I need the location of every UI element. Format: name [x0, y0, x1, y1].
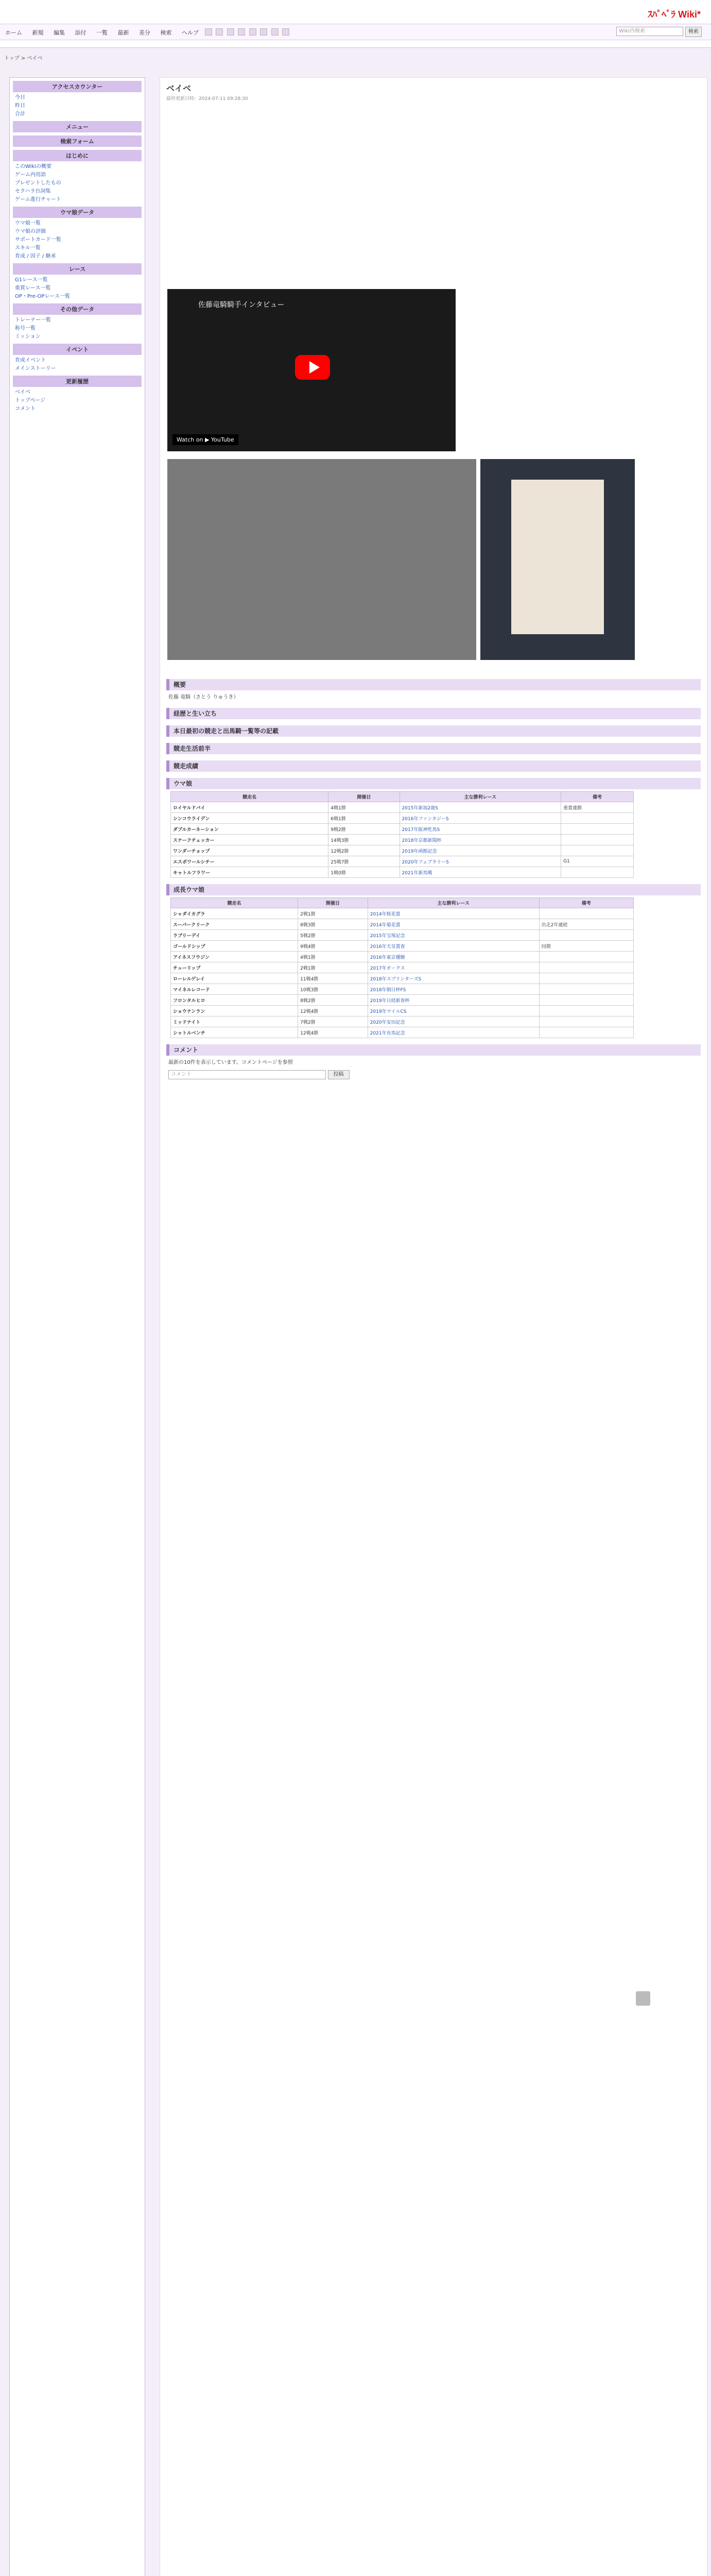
col-header: 備考: [561, 792, 634, 802]
menu-diff[interactable]: 差分: [139, 29, 150, 36]
sidebar-link[interactable]: 育成イベント: [15, 358, 46, 363]
sidebar-link[interactable]: サポートカード一覧: [15, 237, 61, 243]
toolbar-icon[interactable]: [216, 28, 223, 36]
sidebar-link[interactable]: ゲーム進行チャート: [15, 197, 61, 202]
sidebar-link[interactable]: ベイベ: [15, 389, 30, 395]
scroll-top-button[interactable]: [636, 1991, 650, 2006]
table-row: シャトルベンチ 12戦4勝 2021年有馬記念: [171, 1027, 634, 1038]
sidebar-link[interactable]: ミッション: [15, 334, 41, 340]
sidebar-link[interactable]: 育成 / 因子 / 継承: [15, 253, 56, 259]
col-header: 競走名: [171, 898, 298, 908]
sidebar-link[interactable]: G1レース一覧: [15, 277, 48, 283]
race-table-2: [170, 897, 634, 1038]
toolbar-icon[interactable]: [249, 28, 256, 36]
table-row: ローレルゲレイ 11戦4勝 2018年スプリンターズS: [171, 973, 634, 984]
table-row: スナークチェッカー 14戦3勝 2018年京都新聞杯: [171, 835, 634, 845]
main-content: [160, 77, 707, 2576]
col-header: 主な勝利レース: [368, 898, 539, 908]
toolbar-icon[interactable]: [238, 28, 245, 36]
sidebar-heading-event: イベント: [13, 344, 142, 355]
comment-input[interactable]: コメント: [168, 1070, 326, 1079]
sidebar-link[interactable]: プレゼントしたもの: [15, 180, 61, 186]
menu-search[interactable]: 検索: [160, 29, 172, 36]
col-header: 備考: [539, 898, 633, 908]
top-menu: [0, 24, 711, 40]
sidebar-link[interactable]: トップページ: [15, 398, 46, 403]
section-heading: 競走成績: [166, 760, 701, 772]
sidebar-link[interactable]: 重賞レース一覧: [15, 285, 51, 291]
sidebar-link[interactable]: このWikiの概要: [15, 164, 52, 170]
sidebar-link[interactable]: トレーナー一覧: [15, 317, 51, 323]
sidebar-link[interactable]: スキル一覧: [15, 245, 41, 251]
table-row: エスポワールシチー 25戦7勝 2020年フェブラリーS G1: [171, 856, 634, 867]
toolbar-icon[interactable]: [260, 28, 267, 36]
table-row: ワンダーチョップ 12戦2勝 2019年函館記念: [171, 845, 634, 856]
page-title: ベイベ: [166, 83, 192, 93]
sidebar-link[interactable]: ゲーム内用語: [15, 172, 46, 178]
access-row: 合計: [15, 111, 25, 117]
menu-latest[interactable]: 最新: [117, 29, 129, 36]
sidebar-link[interactable]: コメント: [15, 406, 36, 412]
table-row: ダブルカーネーション 9戦2勝 2017年阪神牝馬S: [171, 824, 634, 835]
section-heading: 概要: [166, 679, 701, 690]
race-table-1: [170, 791, 634, 878]
access-row: 今日: [15, 95, 25, 100]
menu-list[interactable]: 一覧: [96, 29, 108, 36]
table-row: ラブリーデイ 5戦2勝 2015年宝塚記念: [171, 930, 634, 941]
access-row: 昨日: [15, 103, 25, 109]
sidebar-link[interactable]: 称号一覧: [15, 326, 36, 331]
sidebar-heading-other: その他データ: [13, 303, 142, 315]
sidebar-link[interactable]: OP・Pre-OPレース一覧: [15, 294, 71, 299]
sidebar-link[interactable]: セクハラ台詞集: [15, 189, 51, 194]
menu-edit[interactable]: 編集: [54, 29, 65, 36]
comment-submit-button[interactable]: 投稿: [328, 1070, 350, 1079]
table-row: シャダイカグラ 2戦1勝 2014年桜花賞: [171, 908, 634, 919]
col-header: 開催日: [298, 898, 368, 908]
toolbar-icon[interactable]: [282, 28, 289, 36]
jockey-photo: [167, 459, 476, 660]
table-row: ショウナンラン 12戦4勝 2019年マイルCS: [171, 1006, 634, 1016]
section-heading: ウマ娘: [166, 778, 701, 789]
table-row: チューリップ 2戦1勝 2017年オークス: [171, 962, 634, 973]
table-row: フロンタルヒロ 8戦2勝 2019年日経新春杯: [171, 995, 634, 1006]
table-row: シンコウライデン 6戦1勝 2016年ファンタジーS: [171, 813, 634, 824]
sidebar-heading-search: 検索フォーム: [13, 135, 142, 147]
toolbar-icon[interactable]: [271, 28, 279, 36]
search-button[interactable]: 検索: [685, 27, 702, 37]
sidebar-heading-update: 更新履歴: [13, 376, 142, 387]
play-triangle-icon: [309, 361, 320, 374]
table-row: アイネスフウジン 4戦1勝 2016年東京優駿: [171, 952, 634, 962]
breadcrumb[interactable]: トップ > ベイベ: [4, 56, 43, 61]
sidebar-heading-access: アクセスカウンター: [13, 81, 142, 92]
col-header: 競走名: [171, 792, 328, 802]
section-heading: 経歴と生い立ち: [166, 708, 701, 719]
section-heading: コメント: [166, 1044, 701, 1056]
site-header: [0, 0, 711, 48]
menu-help[interactable]: ヘルプ: [182, 29, 199, 36]
table-row: ミッドナイト 7戦2勝 2020年安田記念: [171, 1016, 634, 1027]
sidebar-heading-menu: メニュー: [13, 121, 142, 132]
menu-home[interactable]: ホーム: [5, 29, 22, 36]
comment-notice: 最新の10件を表示しています。コメントページを参照: [168, 1060, 293, 1065]
bottle-label: [511, 480, 604, 634]
toolbar-icon[interactable]: [227, 28, 234, 36]
search-input[interactable]: Wiki内検索: [616, 27, 683, 36]
section-heading: 成長ウマ娘: [166, 884, 701, 895]
sidebar-link[interactable]: ウマ娘の評価: [15, 229, 46, 234]
toolbar-icon[interactable]: [205, 28, 212, 36]
video-title: 佐藤竜騎騎手インタビュー: [198, 301, 285, 309]
table-row: スーパークリーク 8戦3勝 2014年菊花賞 出走2年連続: [171, 919, 634, 930]
youtube-link[interactable]: Watch on ▶ YouTube: [172, 434, 238, 445]
page-date: 最終更新日時：2024-07-11 09:28:30: [166, 96, 248, 101]
sidebar-heading-horse: ウマ娘データ: [13, 207, 142, 218]
section-heading: 本日最初の競走と出馬騎一覧等の記載: [166, 725, 701, 737]
bottle-photo: [480, 459, 635, 660]
sidebar-link[interactable]: メインストーリー: [15, 366, 56, 371]
col-header: 開催日: [328, 792, 400, 802]
table-row: ゴールドシップ 9戦4勝 2016年天皇賞春 同期: [171, 941, 634, 952]
youtube-embed[interactable]: [167, 289, 456, 451]
sidebar: [9, 77, 145, 2576]
site-logo[interactable]: ｽﾊﾟﾍﾞﾗ Wiki*: [648, 9, 701, 20]
table-row: ロイヤルドバイ 4戦1勝 2015年新潟2歳S 重賞連勝: [171, 802, 634, 813]
section-heading: 競走生活前半: [166, 743, 701, 754]
col-header: 主な勝利レース: [400, 792, 561, 802]
sidebar-heading-intro: はじめに: [13, 150, 142, 161]
summary-text: 佐藤 竜騎（さとう りゅうき）: [168, 694, 239, 700]
table-row: マイネルレコード 10戦3勝 2018年朝日杯FS: [171, 984, 634, 995]
sidebar-link[interactable]: ウマ娘一覧: [15, 221, 41, 226]
menu-attach[interactable]: 添付: [75, 29, 86, 36]
sidebar-heading-race: レース: [13, 263, 142, 275]
table-row: キャトルフラワー 1戦0勝 2021年新馬戦: [171, 867, 634, 878]
menu-new[interactable]: 新規: [32, 29, 44, 36]
